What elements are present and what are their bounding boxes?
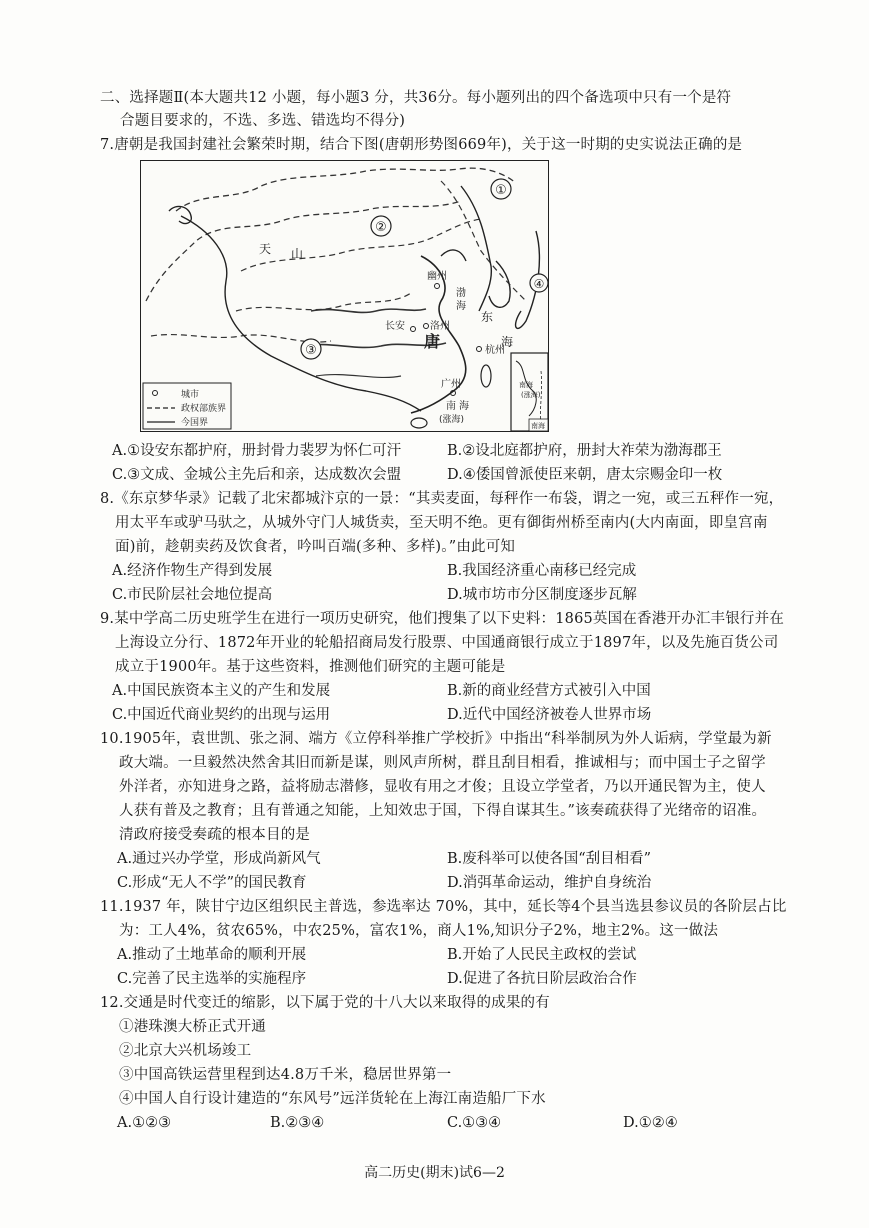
q7-option-b[interactable]: B.②设北庭都护府，册封大祚荣为渤海郡王 xyxy=(447,443,722,459)
map-circle-3 xyxy=(301,339,321,359)
svg-text:(涨海): (涨海) xyxy=(521,391,541,399)
q8-line-3: 面)前，趁朝卖药及饮食者，吟叫百端(多种、多样)。”由此可知 xyxy=(115,539,516,555)
q10-option-d[interactable]: D.消弭革命运动，维护自身统治 xyxy=(447,875,652,891)
q7-stem: 7.唐朝是我国封建社会繁荣时期，结合下图(唐朝形势图669年)，关于这一时期的史实说法正确的是 xyxy=(100,137,743,153)
q10-option-c[interactable]: C.形成“无人不学”的国民教育 xyxy=(117,875,307,891)
q9-line-1: 9.某中学高二历史班学生在进行一项历史研究，他们搜集了以下史料：1865英国在香港开办汇丰银行并在 xyxy=(100,611,785,627)
svg-text:②: ② xyxy=(375,220,387,235)
q10-line-5: 清政府接受奏疏的根本目的是 xyxy=(119,827,311,843)
svg-text:①: ① xyxy=(495,183,507,198)
south-sea-inset xyxy=(511,353,548,431)
map-label-tian: 天 xyxy=(259,242,272,256)
q12-option-d[interactable]: D.①②④ xyxy=(623,1115,678,1131)
map-legend xyxy=(143,383,231,429)
q10-line-1: 10.1905年，袁世凯、张之洞、端方《立停科举推广学校折》中指出“科举制夙为外人诟病，学堂最为新 xyxy=(100,731,772,747)
q7-option-c[interactable]: C.③文成、金城公主先后和亲，达成数次会盟 xyxy=(112,467,402,483)
q8-option-b[interactable]: B.我国经济重心南移已经完成 xyxy=(447,563,637,579)
svg-text:南海: 南海 xyxy=(519,381,533,389)
map-label-dong: 东 xyxy=(481,310,494,324)
map-label-guangzhou: 广州 xyxy=(441,379,461,390)
map-label-hangzhou: 杭州 xyxy=(485,345,505,356)
tang-map xyxy=(140,160,549,432)
q11-line-2: 为：工人4%，贫农65%，中农25%，富农1%，商人1%,知识分子2%，地主2%。这一做法 xyxy=(119,923,719,939)
q9-option-a[interactable]: A.中国民族资本主义的产生和发展 xyxy=(112,683,331,699)
map-label-shan: 山 xyxy=(291,247,304,261)
q10-line-3: 外洋者，亦知进身之路，益将励志潜修，显收有用之才俊；且设立学堂者，乃以开通民智为主，使人 xyxy=(119,779,766,795)
svg-text:南海: 南海 xyxy=(531,422,545,430)
q7-option-d[interactable]: D.④倭国曾派使臣来朝，唐太宗赐金印一枚 xyxy=(447,467,723,483)
q11-option-b[interactable]: B.开始了人民民主政权的尝试 xyxy=(447,947,637,963)
map-label-changan: 长安 xyxy=(385,321,405,332)
q10-line-4: 人获有普及之教育；且有普通之知能，上知效忠于国，下得自谋其生。”该奏疏获得了光绪帝的诏准。 xyxy=(119,803,767,819)
q12-item-1: ①港珠澳大桥正式开通 xyxy=(119,1019,266,1035)
q11-line-1: 11.1937 年，陕甘宁边区组织民主普选，参选率达 70%，其中，延长等4个县当选县参议员的各阶层占比 xyxy=(100,899,787,915)
q9-option-d[interactable]: D.近代中国经济被卷人世界市场 xyxy=(447,707,652,723)
q12-item-3: ③中国高铁运营里程到达4.8万千米，稳居世界第一 xyxy=(119,1067,452,1083)
map-label-luozhou: 洛州 xyxy=(430,321,450,332)
map-label-hai: 海 xyxy=(501,335,514,349)
q10-line-2: 政大端。一旦毅然决然舍其旧而新是谋，则风声所树，群且刮目相看，推诚相与；而中国士子之留学 xyxy=(119,755,766,771)
section-title-line2: 合题目要求的，不选、多选、错选均不得分) xyxy=(120,113,406,129)
svg-text:④: ④ xyxy=(533,277,545,291)
q8-option-a[interactable]: A.经济作物生产得到发展 xyxy=(112,563,273,579)
map-label-nan: 南 xyxy=(446,401,456,412)
section-title-line1: 二、选择题Ⅱ(本大题共12 小题，每小题3 分，共36分。每小题列出的四个备选项中只有一个是符 xyxy=(100,90,732,106)
q11-option-d[interactable]: D.促进了各抗日阶层政治合作 xyxy=(447,971,637,987)
q9-option-c[interactable]: C.中国近代商业契约的出现与运用 xyxy=(112,707,331,723)
q8-line-2: 用太平车或驴马驮之，从城外守门人城货卖，至天明不绝。更有御街州桥至南内(大内南面，即皇宫南 xyxy=(115,515,768,531)
page-footer: 高二历史(期末)试6—2 xyxy=(364,1165,505,1181)
legend-national-border: 今国界 xyxy=(181,418,209,428)
map-label-youzhou: 幽州 xyxy=(427,271,447,282)
q8-option-d[interactable]: D.城市坊市分区制度逐步瓦解 xyxy=(447,587,637,603)
svg-text:③: ③ xyxy=(305,343,317,358)
q12-option-a[interactable]: A.①②③ xyxy=(117,1115,172,1131)
legend-city: 城市 xyxy=(181,390,200,400)
map-label-tang: 唐 xyxy=(424,332,441,351)
q12-option-c[interactable]: C.①③④ xyxy=(447,1115,502,1131)
q11-option-a[interactable]: A.推动了土地革命的顺利开展 xyxy=(117,947,307,963)
q12-stem: 12.交通是时代变迁的缩影，以下属于党的十八大以来取得的成果的有 xyxy=(100,995,550,1011)
tang-map-svg xyxy=(141,161,548,431)
q12-option-b[interactable]: B.②③④ xyxy=(270,1115,325,1131)
map-label-nanhai-hai: 海 xyxy=(459,401,469,412)
q12-item-2: ②北京大兴机场竣工 xyxy=(119,1043,252,1059)
legend-boundary: 政权部族界 xyxy=(181,404,227,414)
q9-line-2: 上海设立分行、1872年开业的轮船招商局发行股票、中国通商银行成立于1897年，以及先施百货公司 xyxy=(115,635,779,651)
q10-option-b[interactable]: B.废科举可以使各国“刮目相看” xyxy=(447,851,652,867)
q11-option-c[interactable]: C.完善了民主选举的实施程序 xyxy=(117,971,307,987)
map-circle-2 xyxy=(371,216,391,236)
q9-option-b[interactable]: B.新的商业经营方式被引入中国 xyxy=(447,683,651,699)
q12-item-4: ④中国人自行设计建造的“东风号”远洋货轮在上海江南造船厂下水 xyxy=(119,1091,546,1107)
map-label-bo: 渤 xyxy=(456,288,466,299)
map-label-zhanghai: (涨海) xyxy=(439,415,465,425)
q7-option-a[interactable]: A.①设安东都护府，册封骨力裴罗为怀仁可汗 xyxy=(112,443,402,459)
q10-option-a[interactable]: A.通过兴办学堂，形成尚新风气 xyxy=(117,851,321,867)
q8-option-c[interactable]: C.市民阶层社会地位提高 xyxy=(112,587,273,603)
q8-line-1: 8.《东京梦华录》记载了北宋都城汴京的一景：“其卖麦面，每秤作一布袋，谓之一宛，或三五秤作一宛， xyxy=(100,491,784,507)
map-label-bohai-hai: 海 xyxy=(456,301,466,312)
map-circle-1 xyxy=(491,179,511,199)
map-circle-4 xyxy=(530,274,548,292)
q9-line-3: 成立于1900年。基于这些资料，推测他们研究的主题可能是 xyxy=(115,659,506,675)
